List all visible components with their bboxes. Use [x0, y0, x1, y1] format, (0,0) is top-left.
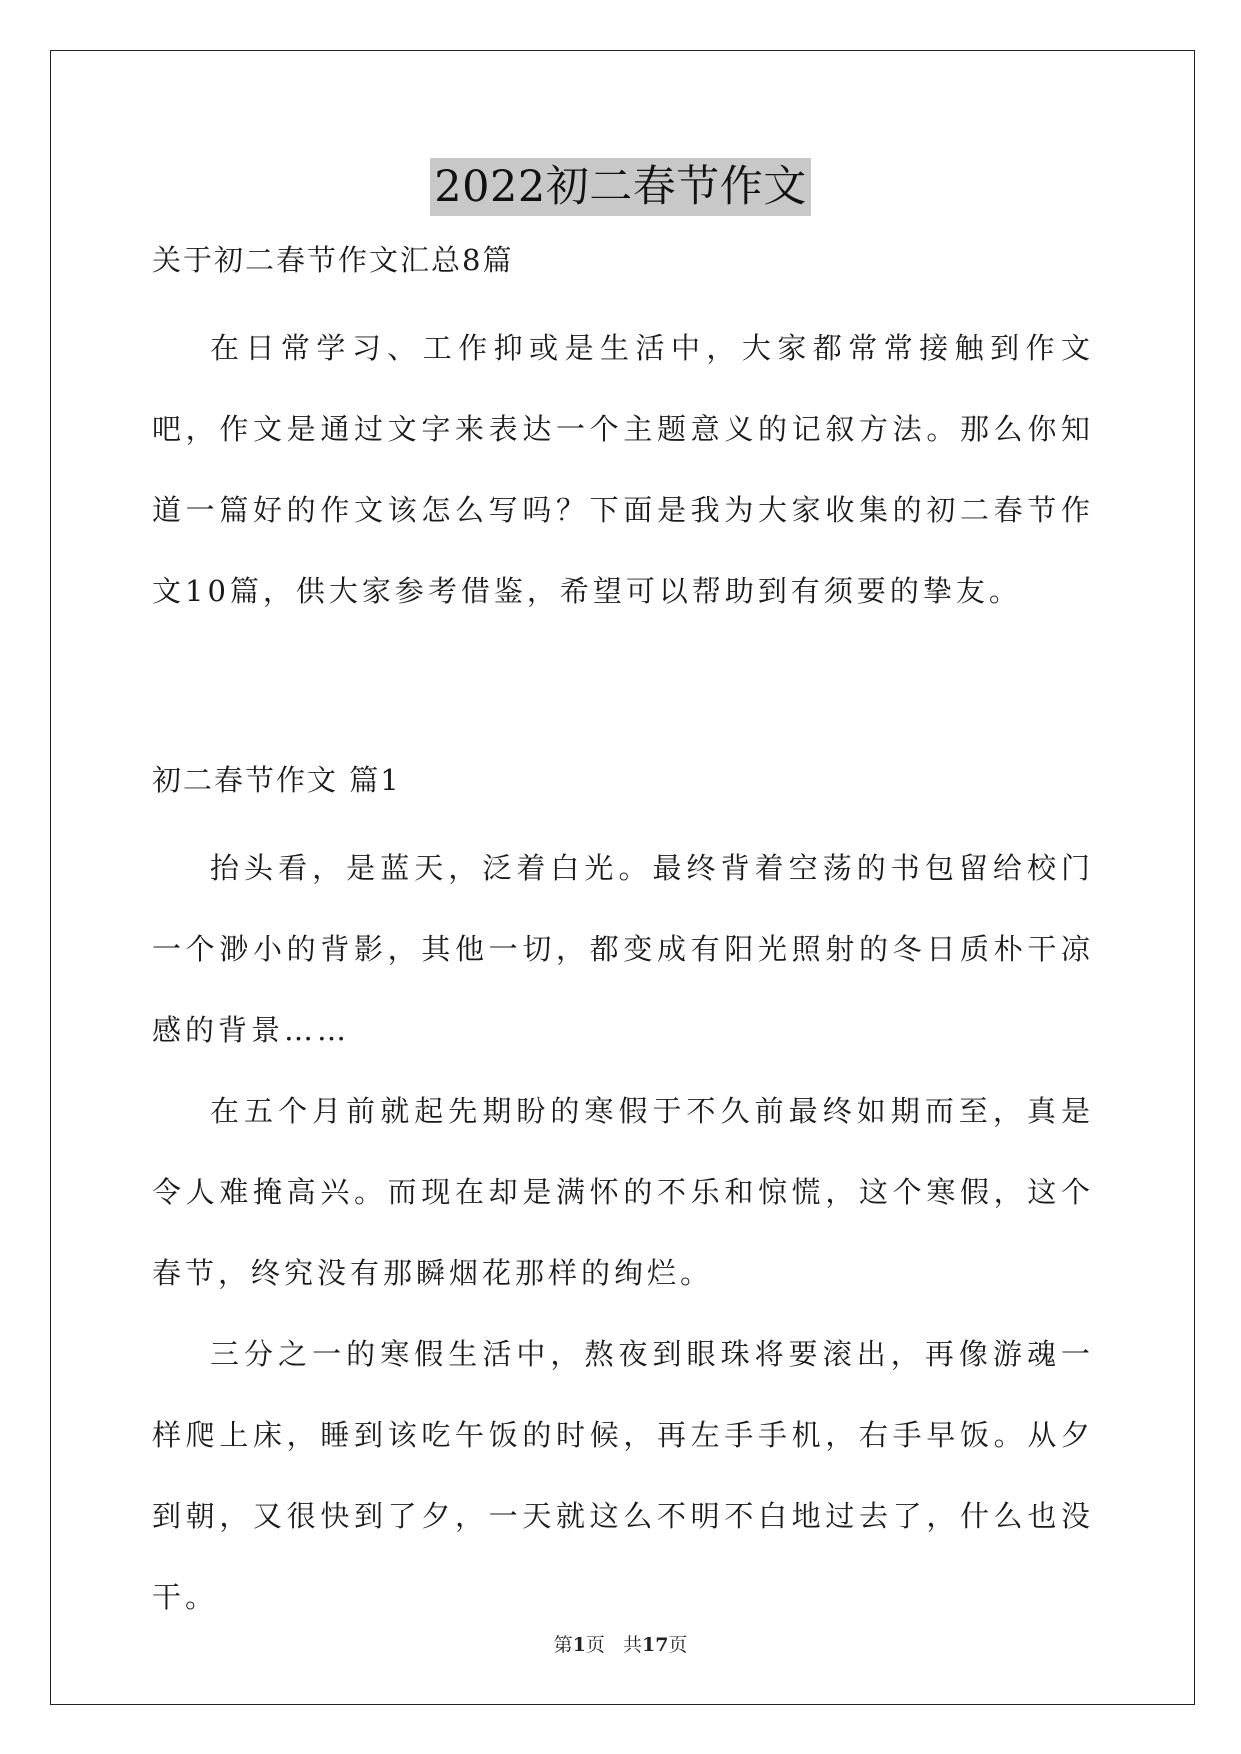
section-paragraph-1: 抬头看，是蓝天，泛着白光。最终背着空荡的书包留给校门一个渺小的背影，其他一切，都变成有阳光照射的冬日质朴干凉感的背景…… — [152, 851, 1094, 1047]
section-paragraph-2: 在五个月前就起先期盼的寒假于不久前最终如期而至，真是令人难掩高兴。而现在却是满怀的不乐和惊慌，这个寒假，这个春节，终究没有那瞬烟花那样的绚烂。 — [152, 1094, 1094, 1290]
section-paragraph-3: 三分之一的寒假生活中，熬夜到眼珠将要滚出，再像游魂一样爬上床，睡到该吃午饭的时候，再左手手机，右手早饭。从夕到朝，又很快到了夕，一天就这么不明不白地过去了，什么也没干。 — [152, 1337, 1094, 1614]
page-footer — [0, 1630, 1241, 1657]
footer-total-suffix: 页 — [668, 1634, 688, 1656]
intro-section — [152, 308, 1094, 632]
title-container — [0, 158, 1241, 216]
footer-total-pages: 17 — [641, 1634, 669, 1656]
document-title: 2022初二春节作文 — [430, 158, 810, 216]
footer-total-prefix: 共 — [622, 1634, 642, 1656]
document-subtitle: 关于初二春节作文汇总8篇 — [152, 243, 514, 277]
footer-page-number: 1 — [572, 1634, 586, 1656]
intro-paragraph: 在日常学习、工作抑或是生活中，大家都常常接触到作文吧，作文是通过文字来表达一个主题意义的记叙方法。那么你知道一篇好的作文该怎么写吗？下面是我为大家收集的初二春节作文10篇，供大家参考借鉴，希望可以帮助到有须要的挚友。 — [152, 331, 1094, 608]
footer-prefix: 第 — [553, 1634, 573, 1656]
section-body — [152, 828, 1094, 1638]
section-heading: 初二春节作文 篇1 — [152, 763, 401, 797]
footer-page-suffix: 页 — [585, 1634, 605, 1656]
